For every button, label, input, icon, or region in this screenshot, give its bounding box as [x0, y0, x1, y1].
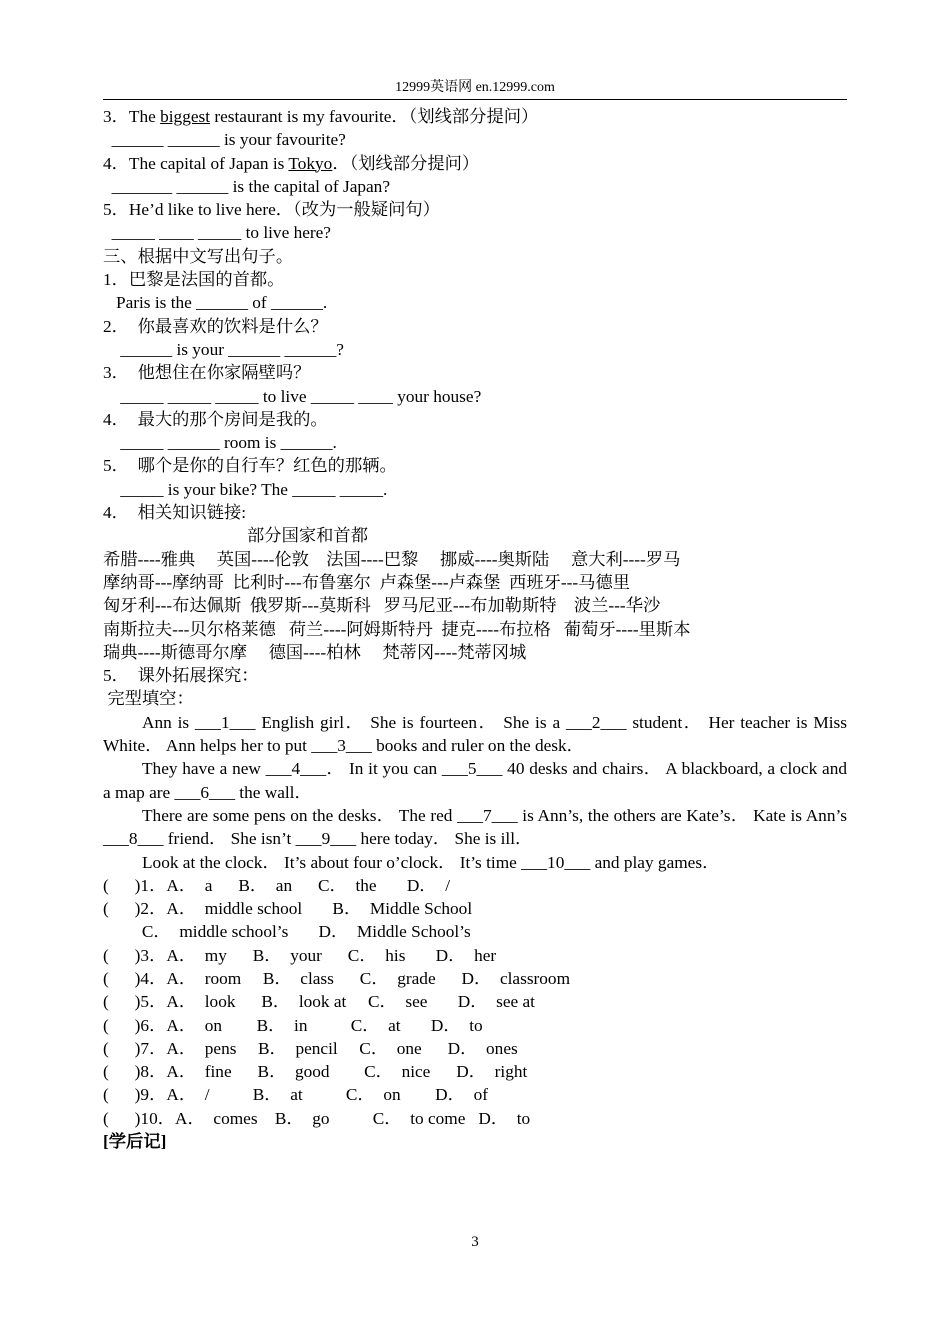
section-subtitle: 完型填空：: [103, 689, 194, 709]
exercise-line: _____ ____ _____ to live here?: [103, 223, 331, 243]
after-notes-heading: [学后记]: [103, 1132, 167, 1152]
cloze-question: ( )3．A． my B． your C． his D． her: [103, 945, 497, 965]
exercise-line: 3．The biggest restaurant is my favourite．（划线部分提问）: [103, 107, 539, 126]
exercise-line: 5．He’d like to live here．（改为一般疑问句）: [103, 200, 440, 220]
page-number: 3: [471, 1234, 479, 1250]
capital-row: 摩纳哥---摩纳哥 比利时---布鲁塞尔 卢森堡---卢森堡 西班牙---马德里: [103, 572, 631, 592]
cloze-question: ( )5．A． look B． look at C． see D． see at: [103, 992, 535, 1012]
exercise-line: _______ ______ is the capital of Japan?: [103, 176, 390, 196]
exercise-line: ______ ______ is your favourite?: [103, 130, 346, 150]
section-title: 5． 课外拓展探究：: [103, 666, 259, 686]
page-header: 12999英语网 en.12999.com: [395, 80, 555, 95]
cloze-question: ( )9．A． / B． at C． on D． of: [103, 1085, 488, 1105]
section-title: 三、根据中文写出句子。: [103, 246, 294, 266]
cloze-paragraph: They have a new ___4___． In it you can ___5___ 40 desks and chairs． A blackboard, a clock and a map are ___6___ the wall．: [103, 759, 847, 802]
cloze-question: C． middle school’s D． Middle School’s: [103, 922, 471, 942]
section-line: 2． 你最喜欢的饮料是什么？: [103, 316, 328, 336]
section-line: 5． 哪个是你的自行车？红色的那辆。: [103, 456, 397, 476]
section-title: 4． 相关知识链接:: [103, 503, 247, 523]
capital-row: 匈牙利---布达佩斯 俄罗斯---莫斯科 罗马尼亚---布加勒斯特 波兰---华沙: [103, 596, 661, 616]
cloze-paragraph: Look at the clock． It’s about four o’clock． It’s time ___10___ and play games．: [142, 852, 720, 872]
section-line: 4． 最大的那个房间是我的。: [103, 409, 328, 429]
cloze-question: ( )1．A． a B． an C． the D． /: [103, 875, 451, 895]
capital-row: 南斯拉夫---贝尔格莱德 荷兰----阿姆斯特丹 捷克----布拉格 葡萄牙----里斯本: [103, 619, 691, 639]
cloze-question: ( )8．A． fine B． good C． nice D． right: [103, 1062, 528, 1082]
cloze-question: ( )10．A． comes B． go C． to come D． to: [103, 1108, 531, 1128]
section-line: _____ ______ room is ______.: [103, 433, 337, 453]
section-line: _____ _____ _____ to live _____ ____ your house?: [103, 386, 482, 406]
section-line: 1．巴黎是法国的首都。: [103, 270, 285, 290]
cloze-paragraph: Ann is ___1___ English girl． She is fourteen． She is a ___2___ student． Her teacher is Miss White． Ann helps her to put ___3___ books and ruler on the desk．: [103, 712, 847, 756]
cloze-question: ( )7．A． pens B． pencil C． one D． ones: [103, 1038, 518, 1058]
section-subtitle: 部分国家和首都: [247, 526, 368, 546]
page-content: [103, 105, 847, 1153]
exercise-line: 4．The capital of Japan is Tokyo．（划线部分提问）: [103, 153, 480, 173]
cloze-question: ( )2．A． middle school B． Middle School: [103, 899, 473, 919]
capital-row: 希腊----雅典 英国----伦敦 法国----巴黎 挪威----奥斯陆 意大利----罗马: [103, 549, 681, 569]
section-line: Paris is the ______ of ______.: [103, 293, 328, 313]
section-line: 3． 他想住在你家隔壁吗？: [103, 363, 311, 383]
cloze-paragraph: There are some pens on the desks． The red ___7___ is Ann’s, the others are Kate’s． Kate is Ann’s ___8___ friend． She isn’t ___9___ here today． She is ill．: [103, 805, 847, 849]
capital-row: 瑞典----斯德哥尔摩 德国----柏林 梵蒂冈----梵蒂冈城: [103, 642, 527, 662]
cloze-question: ( )4．A． room B． class C． grade D． classroom: [103, 968, 571, 988]
header-rule: [103, 99, 847, 100]
section-line: _____ is your bike? The _____ _____.: [103, 479, 388, 499]
cloze-question: ( )6．A． on B． in C． at D． to: [103, 1015, 483, 1035]
section-line: ______ is your ______ ______?: [103, 339, 344, 359]
